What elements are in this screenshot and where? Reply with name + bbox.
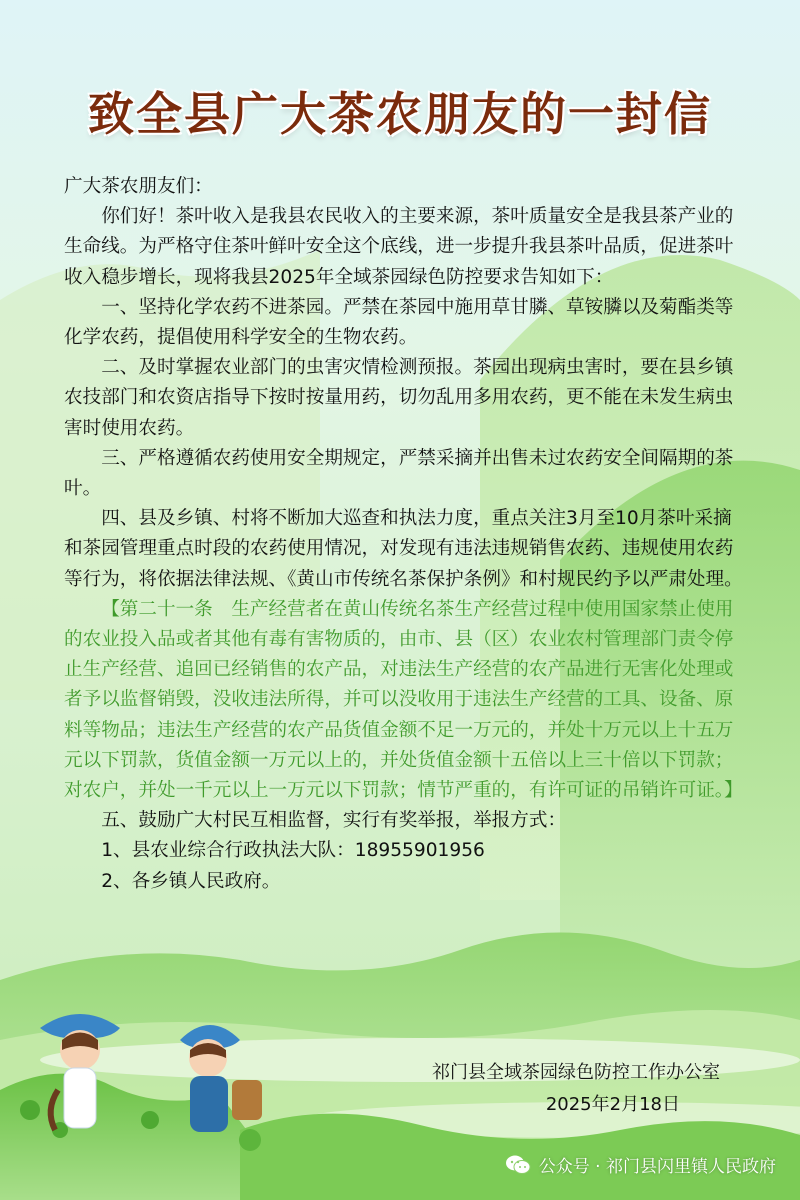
letter-body [64,172,744,897]
item-4: 四、县及乡镇、村将不断加大巡查和执法力度，重点关注3月至10月茶叶采摘和茶园管理重点时段的农药使用情况，对发现有违法违规销售农药、违规使用农药等行为，将依据法律法规、《黄山市传统名茶保护条例》和村规民约予以严肃处理。 [64,508,743,590]
item-1: 一、坚持化学农药不进茶园。严禁在茶园中施用草甘膦、草铵膦以及菊酯类等化学农药，提倡使用科学安全的生物农药。 [64,296,734,349]
regulation-article: 【第二十一条 生产经营者在黄山传统名茶生产经营过程中使用国家禁止使用的农业投入品或者其他有毒有害物质的，由市、县（区）农业农村管理部门责令停止生产经营、追回已经销售的农产品，对违法生产经营的农产品进行无害化处理或者予以监督销毁，没收违法所得，并可以没收用于违法生产经营的工具、设备、原料等物品；违法生产经营的农产品货值金额不足一万元的，并处十万元以上十五万元以下罚款，货值金额一万元以上的，并处货值金额十五倍以上三十倍以下罚款；对农户，并处一千元以上一万元以下罚款；情节严重的，有许可证的吊销许可证。】 [64,598,743,802]
page-title: 致全县广大茶农朋友的一封信 [88,87,712,141]
intro-paragraph: 你们好！茶叶收入是我县农民收入的主要来源，茶叶质量安全是我县茶产业的生命线。为严格守住茶叶鲜叶安全这个底线，进一步提升我县茶叶品质，促进茶叶收入稳步增长，现将我县2025年全域茶园绿色防控要求告知如下： [64,206,734,288]
item-5: 五、鼓励广大村民互相监督，实行有奖举报，举报方式： [101,810,567,832]
report-method-2: 2、各乡镇人民政府。 [101,870,281,892]
item-3: 三、严格遵循农药使用安全期规定，严禁采摘并出售未过农药安全间隔期的茶叶。 [64,447,734,500]
item-2: 二、及时掌握农业部门的虫害灾情检测预报。茶园出现病虫害时，要在县乡镇农技部门和农资店指导下按时按量用药，切勿乱用多用农药，更不能在未发生病虫害时使用农药。 [64,357,734,439]
greeting: 广大茶农朋友们： [64,176,213,197]
wechat-icon [505,1154,531,1176]
source-watermark [505,1152,776,1177]
signature-org: 祁门县全域茶园绿色防控工作办公室 [432,1062,720,1083]
watermark-text: 公众号 · 祁门县闪里镇人民政府 [538,1157,776,1177]
signature-date: 2025年2月18日 [545,1094,680,1115]
report-method-1: 1、县农业综合行政执法大队：18955901956 [101,840,485,862]
